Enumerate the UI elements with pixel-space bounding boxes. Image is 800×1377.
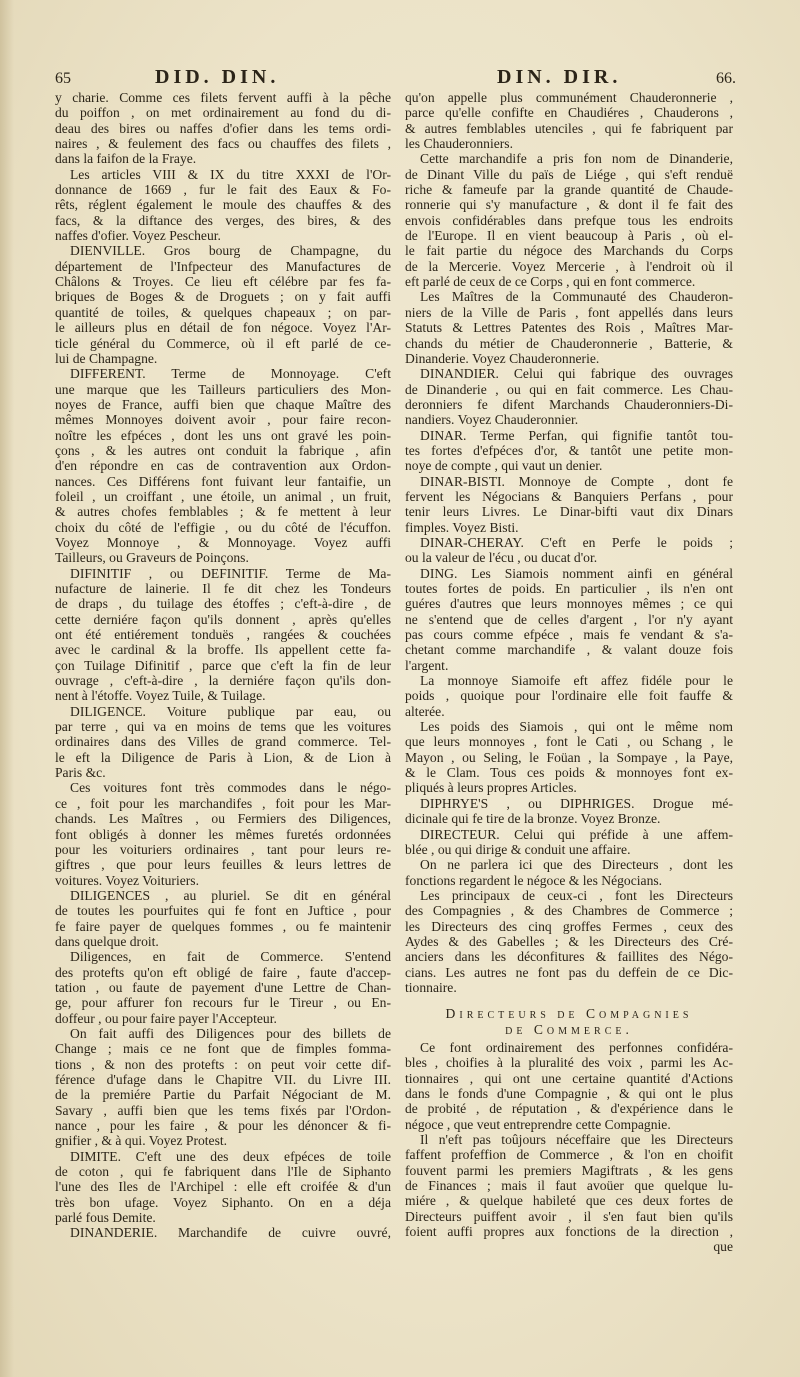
text-line: du poiffon , on met ordinairement au fond du di- <box>55 105 391 121</box>
text-line: DINAR-BISTI. Monnoye de Compte , dont fe <box>420 473 733 489</box>
text-line: DINAR. Terme Perfan, qui fignifie tantôt tou- <box>420 427 733 443</box>
text-line: ont été entiérement tonduës , rangées & couchées <box>55 627 391 643</box>
text-line: Statuts & Lettres Patentes des Rois , Maîtres Mar- <box>405 320 733 336</box>
text-line: giftres , que pour leurs feuilles & leurs lettres de <box>55 857 391 873</box>
text-line: DINANDIER. Celui qui fabrique des ouvrages <box>420 366 733 382</box>
text-line: miére , & quelque habileté que ces deux fortes de <box>405 1193 733 1209</box>
text-line: tenir leurs Livres. Le Dinar-bifti vaut dix Dinars <box>405 504 733 520</box>
text-line: dans la faifon de la Fraye. <box>55 151 197 167</box>
text-line: de coton , qui fe fabriquent dans l'Ile de Siphanto <box>55 1164 391 1180</box>
text-line: deau des bires ou naffes d'ofier dans les tems ordi- <box>55 120 391 136</box>
left-column <box>55 90 391 1241</box>
text-line: qu'on appelle plus communément Chauderonnerie , <box>405 90 733 105</box>
text-line: Mayon , ou Seling, le Foüan , la Sompaye , la Paye, <box>405 749 733 765</box>
text-line: tation , ou faute de payement d'une Lettre de Chan- <box>55 979 391 995</box>
text-line: niers de la Ville de Paris , font appellés dans leurs <box>405 304 733 320</box>
text-line: font obligés à donner les mêmes furetés ordonnées <box>55 826 391 842</box>
text-line: Voyez Monnoye , & Monnoyage. Voyez auffi <box>55 534 391 550</box>
text-line: poids , quoique pour l'ordinaire elle foit fauffe & <box>405 688 733 704</box>
text-line: des Compagnies , & des Chambres de Commerce ; <box>405 903 733 919</box>
text-line: fervent les Négocians & Banquiers Perfans , pour <box>405 488 733 504</box>
text-line: Ces voitures font très commodes dans le négo- <box>70 780 391 796</box>
text-line: chetant comme marchandife , & valant douze fois <box>405 642 733 658</box>
text-line: naires , & feulement des facs ou chauffes des filets , <box>55 136 391 152</box>
text-line: fe faire payer de quelques fommes , ou fe maintenir <box>55 918 391 934</box>
text-line: tionnaires , qui ont une certaine quantité d'Actions <box>405 1070 733 1086</box>
text-line: de toutes les pourfuites qui fe font en Juftice , pour <box>55 903 391 919</box>
text-line: doffeur , ou pour faire payer l'Accepteur. <box>55 1010 277 1026</box>
text-line: parce qu'elle confifte en Chaudiéres , Chauderons , <box>405 105 733 121</box>
right-page-number: 66. <box>716 70 736 87</box>
text-line: DIMITE. C'eft une des deux efpéces de toile <box>70 1148 391 1164</box>
text-line: briques de Boges & de Droguets ; on y fait auffi <box>55 289 391 305</box>
text-line: l'argent. <box>405 657 449 673</box>
text-line: DILIGENCES , au pluriel. Se dit en général <box>70 887 391 903</box>
text-line: foient auffi propres aux fonctions de la direction , <box>405 1224 733 1240</box>
text-line: choix du côté de l'effigie , ou du côté de l'écuffon. <box>55 519 391 535</box>
text-line: facs, & la diftance des verges, des bires, & des <box>55 212 391 228</box>
text-line: Il n'eft pas toûjours néceffaire que les Directeurs <box>420 1132 733 1148</box>
text-line: férence d'ufage dans le Chapitre VII. du Livre III. <box>55 1072 391 1087</box>
text-line: chands. Les Maîtres , ou Fermiers des Diligences, <box>55 811 391 827</box>
text-line: DIRECTEUR. Celui qui préfide à une affem- <box>420 826 733 842</box>
text-line: quantité de toiles, & quelques chapeaux ; on par- <box>55 304 391 320</box>
text-line: çon Tuilage Difinitif , parce que c'eft la fin de leur <box>55 657 391 673</box>
page-gutter-shadow <box>0 0 14 1377</box>
text-line: de draps , du tuilage des étoffes ; c'eft-à-dire , de <box>55 596 391 612</box>
text-line: riche & fameufe par la grande quantité de Chaude- <box>405 182 733 198</box>
text-line: nufacture de lainerie. Il fe dit chez les Tondeurs <box>55 581 391 596</box>
text-line: noître les efpéces , dont les uns ont gravé les poin- <box>55 427 391 443</box>
right-column <box>405 90 733 1255</box>
text-line: nent à l'étoffe. Voyez Tuile, & Tuilage. <box>55 688 266 704</box>
text-line: dicinale qui fe tire de la bronze. Voyez Bronze. <box>405 811 661 827</box>
text-line: Tailleurs, ou Graveurs de Poinçons. <box>55 550 249 566</box>
text-line: blée , ou qui dirige & conduit une affaire. <box>405 841 631 857</box>
text-line: ou la valeur de l'écu , ou ducat d'or. <box>405 550 598 566</box>
text-line: fonctions regardent le négoce & les Négocians. <box>405 872 663 888</box>
text-line: y charie. Comme ces filets fervent auffi à la pêche <box>55 90 391 105</box>
text-line: pas cours comme efpéce , mais fe vendant & s'a- <box>405 627 733 643</box>
text-line: DIFFERENT. Terme de Monnoyage. C'eft <box>70 366 391 382</box>
catchword: que <box>713 1239 733 1255</box>
text-line: Châlons & Troyes. Ce lieu eft célébre par fes fa- <box>55 274 391 290</box>
text-line: par terre , qui va en moins de tems que les voitures <box>55 719 391 735</box>
text-line: tions , & non des protefts : on peut voir cette dif- <box>55 1056 391 1072</box>
text-line: cians. Les autres ne font pas du deffein de ce Dic- <box>405 964 733 980</box>
text-line: mêmes Monnoyes doivent avoir , pour faire recon- <box>55 412 391 428</box>
text-line: ce , foit pour les marchandifes , foit pour les Mar- <box>55 795 391 811</box>
text-line: dans le fonds d'une Compagnie , & qui ont le plus <box>405 1086 733 1101</box>
text-line: nances. Ces Différens font fuivant leur fantaifie, un <box>55 473 391 489</box>
text-line: Dinanderie. Voyez Chauderonnerie. <box>405 350 600 366</box>
section-heading-line1: Directeurs de Compagnies <box>445 1006 693 1022</box>
text-line: Les poids des Siamois , qui ont le même nom <box>420 719 733 735</box>
text-line: de Dinanderie , ou qui en fait commerce. Les Chau- <box>405 381 733 397</box>
text-line: Les articles VIII & IX du titre XXXI de l'Or- <box>70 166 391 182</box>
text-line: DIFINITIF , ou DEFINITIF. Terme de Ma- <box>70 565 391 581</box>
left-running-head: DID. DIN. <box>155 66 280 88</box>
text-line: ticle général du Commerce, où il eft parlé de ce- <box>55 335 391 351</box>
text-line: Paris &c. <box>55 765 106 781</box>
text-line: çons , & les autres ont conduit la fabrique , afin <box>55 442 391 458</box>
text-line: DIPHRYE'S , ou DIPHRIGES. Drogue mé- <box>420 795 733 811</box>
text-line: naffes d'ofier. Voyez Pescheur. <box>55 228 221 244</box>
text-line: Directeurs puiffent avoir , il s'en faut bien qu'ils <box>405 1208 733 1224</box>
text-line: Savary , auffi bien que les tems fixés par l'Ordon- <box>55 1102 391 1118</box>
text-line: & autres chofes femblables ; & fe mettent à leur <box>55 504 391 520</box>
text-line: Diligences, en fait de Commerce. S'entend <box>70 949 391 965</box>
text-line: & autres femblables utenciles , qui fe fabriquent par <box>405 120 733 136</box>
left-page-number: 65 <box>55 70 71 87</box>
text-line: DING. Les Siamois nomment ainfi en général <box>420 565 733 581</box>
text-line: département de l'Infpecteur des Manufactures de <box>55 258 391 274</box>
text-line: donnance de 1669 , fur le fait des Eaux & Fo- <box>55 182 391 198</box>
text-line: nance , pour les faire , & pour les dénoncer & fi- <box>55 1118 391 1134</box>
text-line: Les principaux de ceux-ci , font les Directeurs <box>420 887 733 903</box>
text-line: de Finances ; mais il faut avoüer que quelque lu- <box>405 1178 733 1194</box>
text-line: ge, pour affurer fon recours fur le Tireur , ou En- <box>55 995 391 1011</box>
text-line: une marque que les Tailleurs particuliers des Mon- <box>55 381 391 397</box>
text-line: foleil , un croiffant , une étoile, un animal , un fruit, <box>55 488 391 504</box>
text-line: de la Mercerie. Voyez Mercerie , à l'endroit où il <box>405 258 733 274</box>
text-line: anciers dans les déconfitures & faillites des Négo- <box>405 949 733 965</box>
text-line: Les Maîtres de la Communauté des Chauderon- <box>420 289 733 305</box>
text-line: fimples. Voyez Bisti. <box>405 519 519 535</box>
text-line: d'en répondre en cas de contravention aux Ordon- <box>55 458 391 474</box>
text-line: de l'Europe. Il en vient beaucoup à Paris , où el- <box>405 228 733 244</box>
text-line: parlé fous Demite. <box>55 1210 156 1226</box>
text-line: le fait partie du négoce des Marchands du Corps <box>405 243 733 259</box>
text-line: les Directeurs des cinq groffes Fermes , ceux des <box>405 918 733 934</box>
text-line: fouvent parmi les premiers Magiftrats , & les gens <box>405 1162 733 1178</box>
text-line: & le Clam. Tous ces poids & monnoyes font ex- <box>405 765 733 781</box>
text-line: le eft la Diligence de Paris à Lion, & de Lion à <box>55 749 391 765</box>
right-column-text-a <box>405 90 733 995</box>
text-line: chands du métier de Chauderonnerie , Batterie, & <box>405 335 733 351</box>
text-line: les Chauderonniers. <box>405 136 513 152</box>
text-line: négoce , que veut entreprendre cette Compagnie. <box>405 1116 671 1132</box>
text-line: DILIGENCE. Voiture publique par eau, ou <box>70 703 391 719</box>
text-line: eft parlé de ceux de ce Corps , qui en font commerce. <box>405 274 696 290</box>
text-line: alterée. <box>405 703 445 719</box>
text-line: cette derniére façon qu'ils donnent , après qu'elles <box>55 611 391 627</box>
text-line: On fait auffi des Diligences pour des billets de <box>70 1025 391 1041</box>
text-line: rêts, réglent également le moule des chauffes & des <box>55 197 391 213</box>
text-line: le ailleurs plus en détail de fon négoce. Voyez l'Ar- <box>55 320 391 336</box>
text-line: La monnoye Siamoife eft affez fidéle pour le <box>420 673 733 689</box>
text-line: Change ; mais ce ne font que de fimples fomma- <box>55 1041 391 1057</box>
text-line: Cette marchandife a pris fon nom de Dinanderie, <box>420 151 733 167</box>
text-line: que leurs monnoyes , font le Cati , ou Schang , le <box>405 734 733 750</box>
text-line: guéres d'autres que leurs monnoyes mêmes ; ce qui <box>405 596 733 612</box>
text-line: avec le cardinal & la broffe. Ils appellent cette fa- <box>55 642 391 658</box>
text-line: Ce font ordinairement des perfonnes confidéra- <box>420 1039 733 1055</box>
text-line: pliqués à leurs propres Articles. <box>405 780 577 796</box>
text-line: pour les voituriers ordinaires , tant pour leurs re- <box>55 841 391 857</box>
text-line: On ne parlera ici que des Directeurs , dont les <box>420 857 733 873</box>
text-line: de la premiére Partie du Parfait Négociant de M. <box>55 1087 391 1103</box>
text-line: de probité , de réputation , & d'expérience dans le <box>405 1101 733 1117</box>
text-line: gnifier , & à qui. Voyez Protest. <box>55 1133 228 1149</box>
text-line: faffent profeffion de Commerce , & l'on en choifit <box>405 1147 733 1163</box>
text-line: DIENVILLE. Gros bourg de Champagne, du <box>70 243 391 259</box>
text-line: voitures. Voyez Voituriers. <box>55 872 199 888</box>
text-line: toutes fortes de poids. En particulier , ils n'en ont <box>405 581 733 596</box>
text-line: ouvrage , c'eft-à-dire , la derniére façon qu'ils don- <box>55 673 391 689</box>
text-line: lui de Champagne. <box>55 350 158 366</box>
text-line: très bon ufage. Voyez Siphanto. On en a déja <box>55 1194 391 1210</box>
right-column-text-b <box>405 1040 733 1239</box>
text-line: Aydes & des Gabelles ; & les Directeurs des Cré- <box>405 933 733 949</box>
text-line: de Dinant Ville du païs de Liége , qui s'eft renduë <box>405 166 733 182</box>
text-line: ordinaires dans des Villes de grand commerce. Tel- <box>55 734 391 750</box>
text-line: noyes de France, auffi bien que chaque Maître des <box>55 396 391 412</box>
text-line: envois confidérables dans prefque tous les endroits <box>405 212 733 228</box>
text-line: ronnerie qui s'y manufacture , & dont il fe fait des <box>405 197 733 213</box>
text-line: des protefts qu'on eft obligé de faire , faute d'accep- <box>55 964 391 980</box>
right-running-head: DIN. DIR. <box>497 66 622 88</box>
text-line: l'une des Iles de l'Archipel : elle eft croifée & d'un <box>55 1179 391 1195</box>
text-line: nandiers. Voyez Chauderonnier. <box>405 412 579 428</box>
text-line: tes fortes d'efpéces d'or, & tantôt une petite mon- <box>405 442 733 458</box>
text-line: dans quelque droit. <box>55 933 159 949</box>
text-line: DINANDERIE. Marchandife de cuivre ouvré, <box>70 1225 391 1241</box>
text-line: deronniers fe difent Marchands Chauderonniers-Di- <box>405 396 733 412</box>
text-line: tionnaire. <box>405 979 457 995</box>
text-line: noye de compte , qui vaut un denier. <box>405 458 603 474</box>
section-heading-line2: de Commerce. <box>505 1021 633 1037</box>
text-line: ne s'entend que de celles d'argent , l'or n'y ayant <box>405 611 733 627</box>
text-line: DINAR-CHERAY. C'eft en Perfe le poids ; <box>420 534 733 550</box>
text-line: bles , choifies à la pluralité des voix , parmi les Ac- <box>405 1055 733 1071</box>
